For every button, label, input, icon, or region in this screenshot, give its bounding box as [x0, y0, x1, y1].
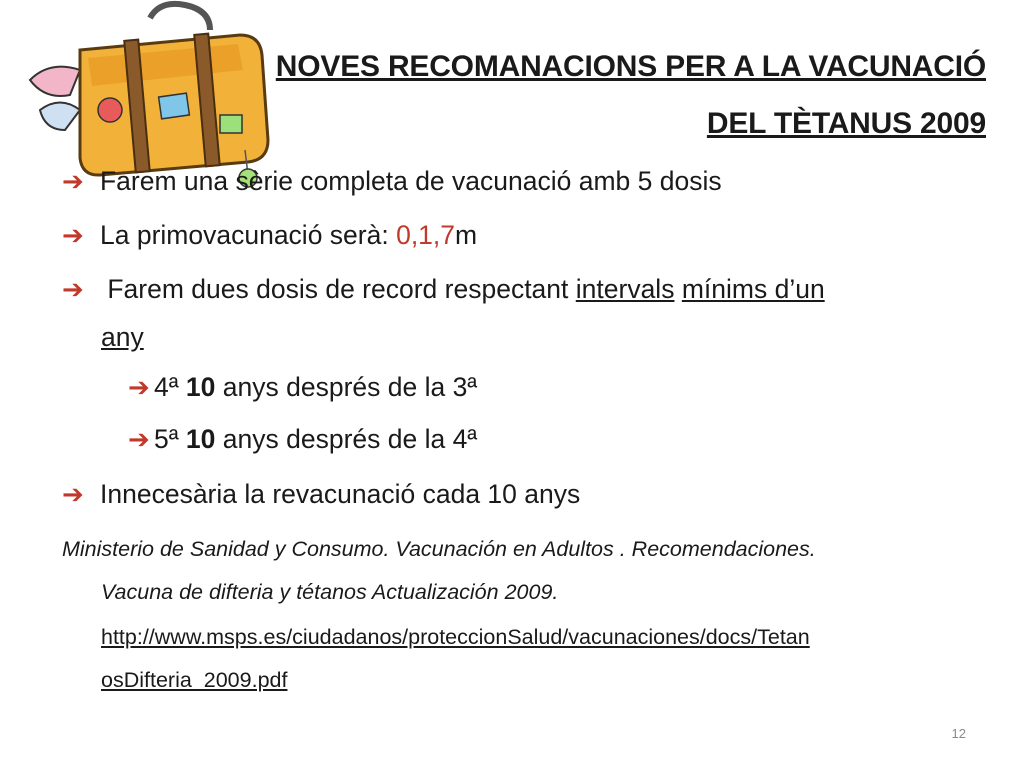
- arrow-right-icon: ➔: [128, 424, 150, 454]
- arrow-right-icon: ➔: [62, 479, 84, 509]
- dose-ordinal: 5ª: [154, 424, 186, 454]
- bullet-series: [62, 166, 722, 197]
- dose-years: 10: [185, 372, 216, 402]
- reference-link-part-1[interactable]: http://www.msps.es/ciudadanos/proteccionSalud/vacunaciones/docs/Tetan: [101, 625, 810, 649]
- bullet-text: Innecesària la revacunació cada 10 anys: [100, 479, 581, 509]
- dose-ordinal: 4ª: [154, 372, 186, 402]
- sub-bullet-fifth-dose: [128, 424, 477, 455]
- reference-line-2: Vacuna de difteria y tétanos Actualización 2009.: [101, 580, 559, 604]
- dose-text: anys després de la 4ª: [215, 424, 478, 454]
- bullet-booster-doses: [62, 274, 825, 305]
- dose-years: 10: [185, 424, 216, 454]
- page-number: 12: [951, 726, 966, 741]
- dose-text: anys després de la 3ª: [215, 372, 478, 402]
- arrow-right-icon: ➔: [62, 220, 84, 250]
- sub-bullet-fourth-dose: [128, 372, 477, 403]
- suitcase-clipart: [10, 0, 270, 190]
- bullet-revaccination: [62, 479, 580, 510]
- schedule-unit: m: [455, 220, 478, 250]
- bullet-primovaccination: [62, 220, 477, 251]
- underlined-intervals: intervals: [575, 274, 675, 304]
- schedule-value: 0,1,7: [396, 220, 456, 250]
- slide-title-line-1: NOVES RECOMANACIONS PER A LA VACUNACIÓ: [275, 50, 986, 83]
- reference-line-1: Ministerio de Sanidad y Consumo. Vacunación en Adultos . Recomendaciones.: [62, 537, 816, 561]
- reference-link-part-2[interactable]: osDifteria_2009.pdf: [101, 668, 288, 692]
- bullet-continuation: any: [101, 322, 144, 352]
- bullet-text: La primovacunació serà:: [100, 220, 397, 250]
- arrow-right-icon: ➔: [128, 372, 150, 402]
- bullet-text: Farem dues dosis de record respectant: [100, 274, 576, 304]
- arrow-right-icon: ➔: [62, 274, 84, 304]
- slide-title-line-2: DEL TÈTANUS 2009: [706, 107, 986, 140]
- bullet-text: Farem una sèrie completa de vacunació amb 5 dosis: [100, 166, 722, 196]
- underlined-minimums: mínims d’un: [681, 274, 825, 304]
- arrow-right-icon: ➔: [62, 166, 84, 196]
